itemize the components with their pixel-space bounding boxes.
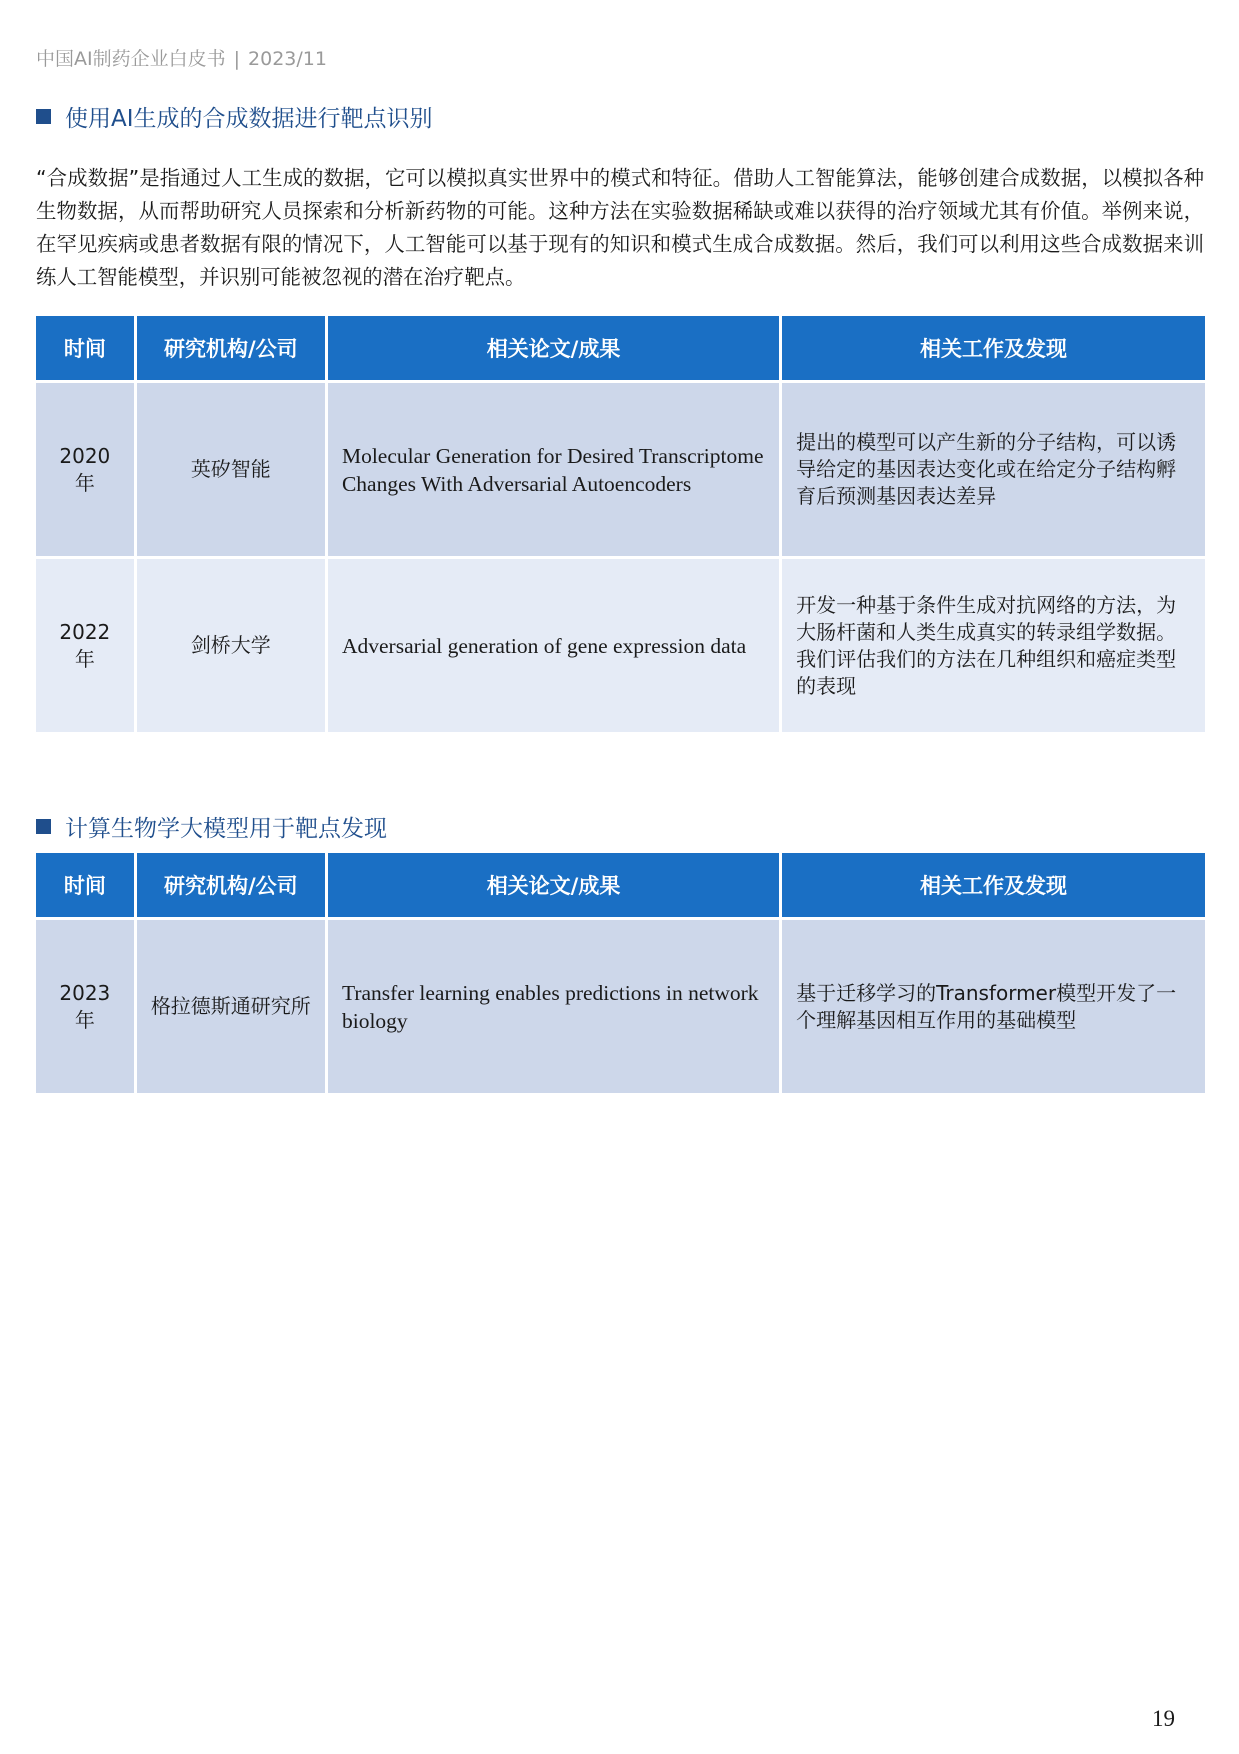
- section-heading-large-models: [36, 810, 387, 843]
- table-row: [36, 383, 1205, 556]
- section-heading-text: 计算生物学大模型用于靶点发现: [65, 816, 387, 842]
- table-header-row: [36, 853, 1205, 917]
- column-header-finding: 相关工作及发现: [782, 853, 1205, 917]
- large-model-table: [33, 850, 1208, 1096]
- table-row: [36, 559, 1205, 732]
- cell-org: 英矽智能: [137, 383, 325, 556]
- cell-finding: 提出的模型可以产生新的分子结构，可以诱导给定的基因表达变化或在给定分子结构孵育后预测基因表达差异: [782, 383, 1205, 556]
- table-header-row: [36, 316, 1205, 380]
- section-heading-synthetic-data: [36, 100, 433, 133]
- column-header-org: 研究机构/公司: [137, 853, 325, 917]
- column-header-time: 时间: [36, 853, 134, 917]
- page-number: 19: [1152, 1706, 1175, 1731]
- section-heading-text: 使用AI生成的合成数据进行靶点识别: [65, 106, 433, 132]
- synthetic-data-table: [33, 313, 1208, 735]
- cell-finding: 基于迁移学习的Transformer模型开发了一个理解基因相互作用的基础模型: [782, 920, 1205, 1093]
- cell-org: 格拉德斯通研究所: [137, 920, 325, 1093]
- table-row: [36, 920, 1205, 1093]
- cell-time: 2022年: [36, 559, 134, 732]
- square-bullet-icon: [36, 109, 51, 124]
- cell-paper: Transfer learning enables predictions in network biology: [328, 920, 779, 1093]
- header-separator: |: [233, 48, 241, 70]
- column-header-paper: 相关论文/成果: [328, 853, 779, 917]
- cell-time: 2020年: [36, 383, 134, 556]
- column-header-finding: 相关工作及发现: [782, 316, 1205, 380]
- document-date: 2023/11: [248, 48, 327, 70]
- column-header-paper: 相关论文/成果: [328, 316, 779, 380]
- running-header: [36, 44, 327, 71]
- intro-paragraph: “合成数据”是指通过人工生成的数据，它可以模拟真实世界中的模式和特征。借助人工智能算法，能够创建合成数据，以模拟各种生物数据，从而帮助研究人员探索和分析新药物的可能。这种方法在实验数据稀缺或难以获得的治疗领域尤其有价值。举例来说，在罕见疾病或患者数据有限的情况下，人工智能可以基于现有的知识和模式生成合成数据。然后，我们可以利用这些合成数据来训练人工智能模型，并识别可能被忽视的潜在治疗靶点。: [36, 166, 1204, 289]
- cell-time: 2023年: [36, 920, 134, 1093]
- cell-finding: 开发一种基于条件生成对抗网络的方法，为大肠杆菌和人类生成真实的转录组学数据。我们评估我们的方法在几种组织和癌症类型的表现: [782, 559, 1205, 732]
- document-title: 中国AI制药企业白皮书: [36, 48, 226, 70]
- column-header-time: 时间: [36, 316, 134, 380]
- cell-org: 剑桥大学: [137, 559, 325, 732]
- square-bullet-icon: [36, 819, 51, 834]
- column-header-org: 研究机构/公司: [137, 316, 325, 380]
- cell-paper: Molecular Generation for Desired Transcriptome Changes With Adversarial Autoencoders: [328, 383, 779, 556]
- cell-paper: Adversarial generation of gene expression data: [328, 559, 779, 732]
